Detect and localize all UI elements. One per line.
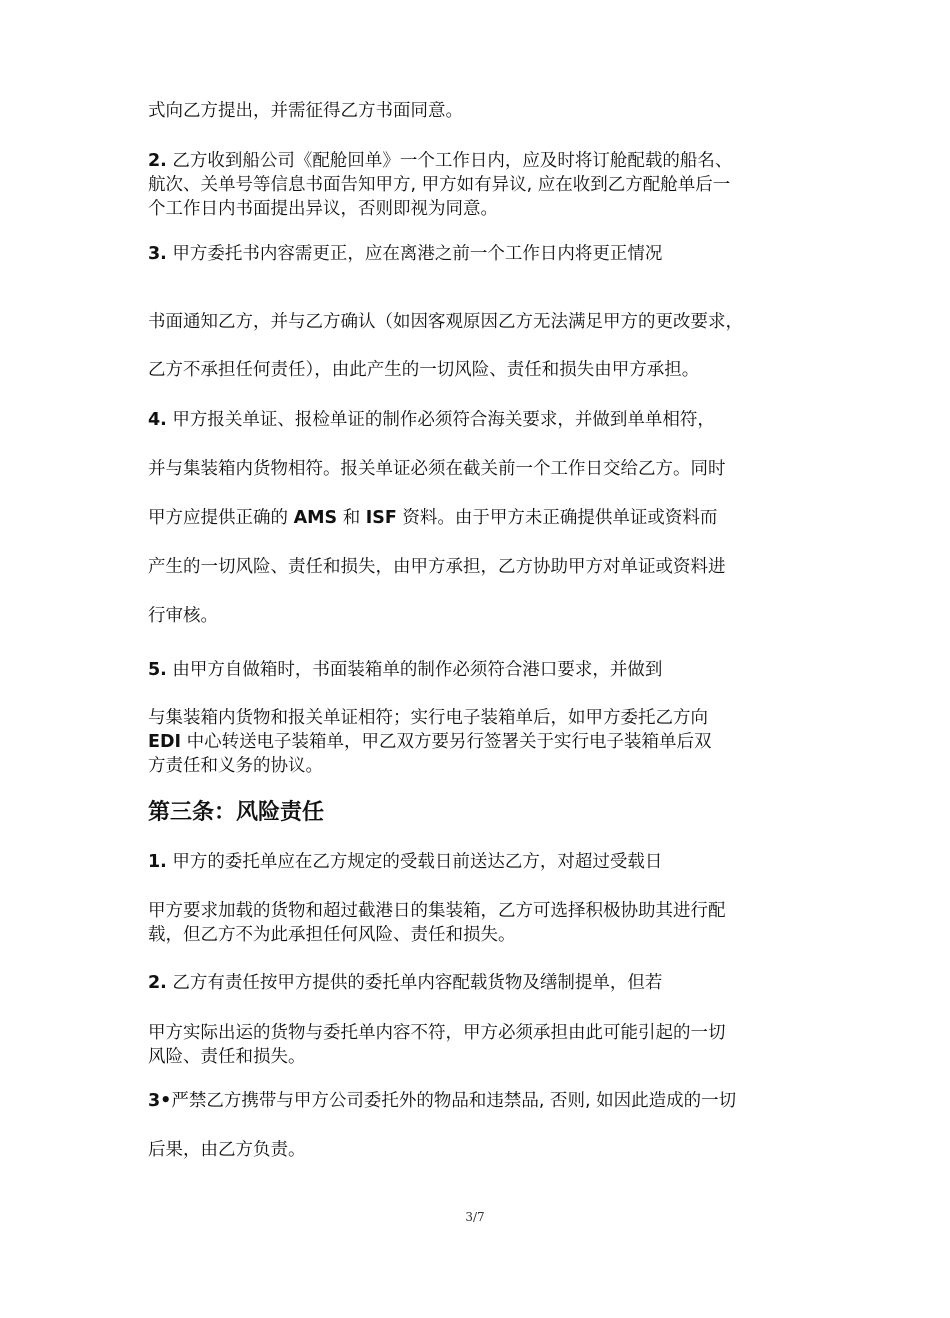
text-line: 风险、责任和损失。 [148,1047,306,1067]
text-line: 3•严禁乙方携带与甲方公司委托外的物品和违禁品, 否则, 如因此造成的一切 [148,1091,737,1111]
text-line: 后果，由乙方负责。 [148,1140,306,1160]
text-line: 乙方不承担任何责任），由此产生的一切风险、责任和损失由甲方承担。 [148,360,700,380]
text-line: 式向乙方提出，并需征得乙方书面同意。 [148,101,463,121]
section-heading: 第三条：风险责任 [148,800,325,825]
text-line: 载，但乙方不为此承担任何风险、责任和损失。 [148,925,516,945]
text-line: 与集装箱内货物和报关单证相符；实行电子装箱单后，如甲方委托乙方向 [148,708,708,728]
text-line: 4. 甲方报关单证、报检单证的制作必须符合海关要求，并做到单单相符， [148,410,715,430]
text-line: 航次、关单号等信息书面告知甲方, 甲方如有异议, 应在收到乙方配舱单后一 [148,175,731,195]
text-line: 方责任和义务的协议。 [148,756,323,776]
text-line: 2. 乙方有责任按甲方提供的委托单内容配载货物及缮制提单，但若 [148,973,663,993]
text-line: 1. 甲方的委托单应在乙方规定的受载日前送达乙方，对超过受载日 [148,852,663,872]
text-line: 甲方应提供正确的 AMS 和 ISF 资料。由于甲方未正确提供单证或资料而 [148,508,718,528]
text-line: 2. 乙方收到船公司《配舱回单》一个工作日内，应及时将订舱配载的船名、 [148,151,733,171]
text-line: 产生的一切风险、责任和损失，由甲方承担，乙方协助甲方对单证或资料进 [148,557,726,577]
text-line: 5. 由甲方自做箱时，书面装箱单的制作必须符合港口要求，并做到 [148,660,663,680]
text-line: 行审核。 [148,606,218,626]
page-number: 3/7 [465,1210,485,1224]
text-line: 个工作日内书面提出异议，否则即视为同意。 [148,199,498,219]
text-line: 甲方要求加载的货物和超过截港日的集装箱，乙方可选择积极协助其进行配 [148,901,726,921]
text-line: EDI 中心转送电子装箱单，甲乙双方要另行签署关于实行电子装箱单后双 [148,732,712,752]
text-line: 并与集装箱内货物相符。报关单证必须在截关前一个工作日交给乙方。同时 [148,459,726,479]
text-line: 甲方实际出运的货物与委托单内容不符，甲方必须承担由此可能引起的一切 [148,1023,726,1043]
text-line: 书面通知乙方，并与乙方确认（如因客观原因乙方无法满足甲方的更改要求， [148,312,743,332]
text-line: 3. 甲方委托书内容需更正，应在离港之前一个工作日内将更正情况 [148,244,663,264]
